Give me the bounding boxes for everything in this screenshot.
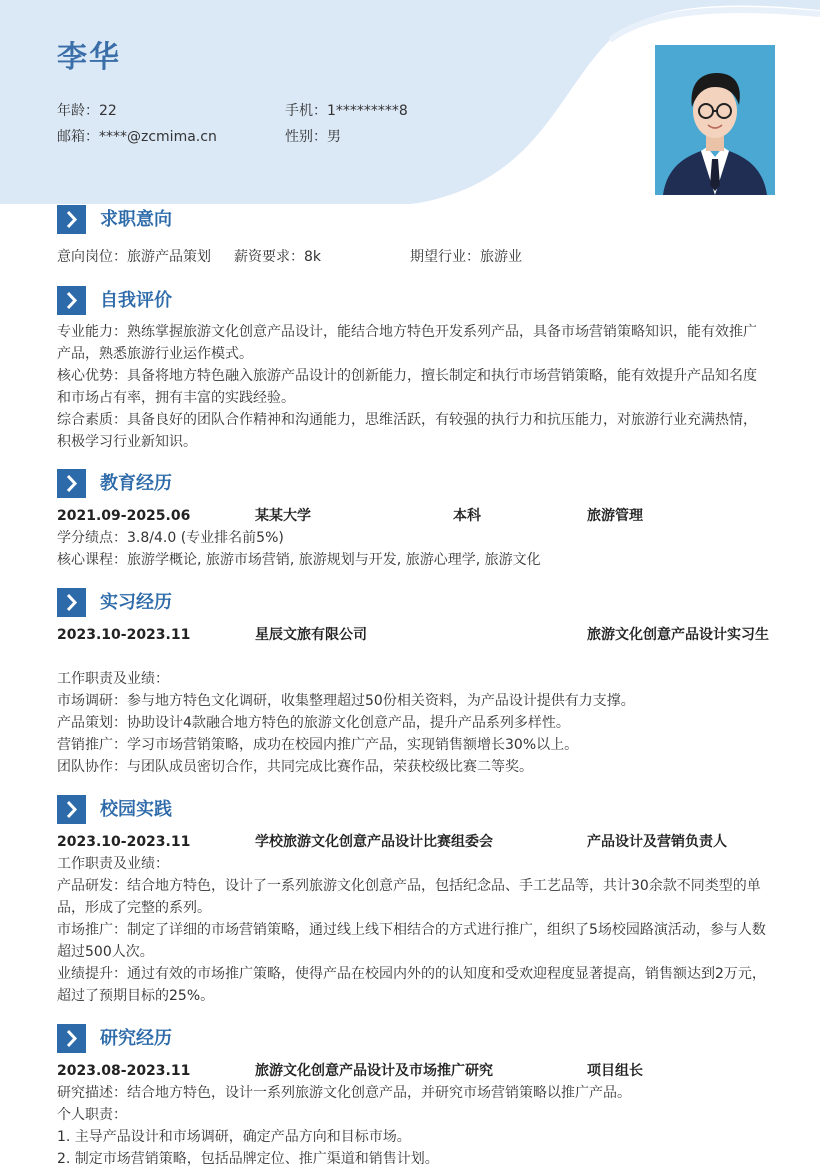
education-line: 学分绩点：3.8/4.0 (专业排名前5%) — [57, 530, 284, 546]
section-title: 教育经历 — [100, 473, 172, 494]
research-period: 2023.08-2023.11 — [57, 1063, 191, 1079]
chevron-right-icon — [57, 795, 86, 824]
intent-industry — [410, 246, 522, 268]
section-header — [57, 469, 769, 499]
industry-label: 期望行业： — [410, 249, 480, 265]
self-evaluation-body — [57, 321, 769, 453]
section-header — [57, 1024, 769, 1054]
internship-role: 旅游文化创意产品设计实习生 — [587, 627, 769, 643]
intent-salary — [234, 246, 321, 268]
phone-value: 1*********8 — [327, 103, 408, 119]
section-title: 研究经历 — [100, 1028, 172, 1049]
education-degree: 本科 — [453, 508, 481, 524]
phone-label: 手机： — [285, 103, 327, 119]
self-evaluation-section — [57, 286, 769, 453]
campus-line: 业绩提升：通过有效的市场推广策略，使得产品在校园内外的的认知度和受欢迎程度显著提高，销售额达到2万元，超过了预期目标的25%。 — [57, 966, 766, 1004]
section-title: 实习经历 — [100, 592, 172, 613]
research-line: 1. 主导产品设计和市场调研，确定产品方向和目标市场。 — [57, 1129, 411, 1145]
campus-role: 产品设计及营销负责人 — [587, 834, 727, 850]
salary-value: 8k — [304, 249, 322, 265]
internship-period: 2023.10-2023.11 — [57, 627, 191, 643]
candidate-name: 李华 — [57, 40, 121, 75]
self-eval-paragraph: 综合素质：具备良好的团队合作精神和沟通能力，思维活跃，有较强的执行力和抗压能力，对旅游行业充满热情，积极学习行业新知识。 — [57, 412, 757, 450]
campus-org: 学校旅游文化创意产品设计比赛组委会 — [255, 834, 493, 850]
education-school: 某某大学 — [255, 508, 311, 524]
job-intent-section — [57, 205, 769, 268]
gender-info — [285, 127, 341, 147]
chevron-right-icon — [57, 469, 86, 498]
internship-entry-header — [57, 624, 769, 668]
email-value: ****@zcmima.cn — [99, 129, 217, 145]
research-project: 旅游文化创意产品设计及市场推广研究 — [255, 1063, 493, 1079]
age-value: 22 — [99, 103, 117, 119]
education-line: 核心课程：旅游学概论, 旅游市场营销, 旅游规划与开发, 旅游心理学, 旅游文化 — [57, 552, 541, 568]
research-line: 研究描述：结合地方特色，设计一系列旅游文化创意产品，并研究市场营销策略以推广产品。 — [57, 1085, 631, 1101]
campus-period: 2023.10-2023.11 — [57, 834, 191, 850]
internship-line: 工作职责及业绩： — [57, 671, 169, 687]
internship-line: 市场调研：参与地方特色文化调研，收集整理超过50份相关资料，为产品设计提供有力支撑。 — [57, 693, 635, 709]
job-intent-row — [57, 246, 769, 268]
campus-practice-section — [57, 795, 769, 1007]
section-header — [57, 205, 769, 235]
campus-entry-header — [57, 831, 769, 853]
research-entry-header — [57, 1060, 769, 1082]
chevron-right-icon — [57, 588, 86, 617]
section-header — [57, 795, 769, 825]
education-entry-header — [57, 505, 769, 527]
position-value: 旅游产品策划 — [127, 249, 211, 265]
chevron-right-icon — [57, 1024, 86, 1053]
self-eval-paragraph: 核心优势：具备将地方特色融入旅游产品设计的创新能力，擅长制定和执行市场营销策略，能有效提升产品知名度和市场占有率，拥有丰富的实践经验。 — [57, 368, 757, 406]
research-section — [57, 1024, 769, 1170]
gender-value: 男 — [327, 129, 341, 145]
industry-value: 旅游业 — [480, 249, 522, 265]
research-line: 个人职责： — [57, 1107, 127, 1123]
email-info — [57, 127, 217, 147]
position-label: 意向岗位： — [57, 249, 127, 265]
campus-line: 市场推广：制定了详细的市场营销策略，通过线上线下相结合的方式进行推广，组织了5场校园路演活动，参与人数超过500人次。 — [57, 922, 766, 960]
phone-info — [285, 101, 408, 121]
chevron-right-icon — [57, 286, 86, 315]
internship-line: 产品策划：协助设计4款融合地方特色的旅游文化创意产品，提升产品系列多样性。 — [57, 715, 570, 731]
campus-line: 产品研发：结合地方特色，设计了一系列旅游文化创意产品，包括纪念品、手工艺品等，共计30余款不同类型的单品，形成了完整的系列。 — [57, 878, 761, 916]
salary-label: 薪资要求： — [234, 249, 304, 265]
research-role: 项目组长 — [587, 1063, 643, 1079]
chevron-right-icon — [57, 205, 86, 234]
profile-photo — [655, 45, 775, 195]
age-info — [57, 101, 117, 121]
internship-company: 星辰文旅有限公司 — [255, 627, 367, 643]
internship-line: 团队协作：与团队成员密切合作，共同完成比赛作品，荣获校级比赛二等奖。 — [57, 759, 533, 775]
education-major: 旅游管理 — [587, 508, 643, 524]
education-section — [57, 469, 769, 571]
internship-line: 营销推广：学习市场营销策略，成功在校园内推广产品，实现销售额增长30%以上。 — [57, 737, 579, 753]
intent-position — [57, 246, 211, 268]
campus-line: 工作职责及业绩： — [57, 856, 169, 872]
section-title: 自我评价 — [100, 290, 172, 311]
internship-section — [57, 588, 769, 778]
email-label: 邮箱： — [57, 129, 99, 145]
section-title: 校园实践 — [100, 799, 172, 820]
section-header — [57, 286, 769, 316]
research-line: 2. 制定市场营销策略，包括品牌定位、推广渠道和销售计划。 — [57, 1151, 439, 1167]
gender-label: 性别： — [285, 129, 327, 145]
age-label: 年龄： — [57, 103, 99, 119]
education-period: 2021.09-2025.06 — [57, 508, 191, 524]
section-title: 求职意向 — [100, 209, 172, 230]
section-header — [57, 588, 769, 618]
self-eval-paragraph: 专业能力：熟练掌握旅游文化创意产品设计，能结合地方特色开发系列产品，具备市场营销策略知识，能有效推广产品，熟悉旅游行业运作模式。 — [57, 324, 757, 362]
